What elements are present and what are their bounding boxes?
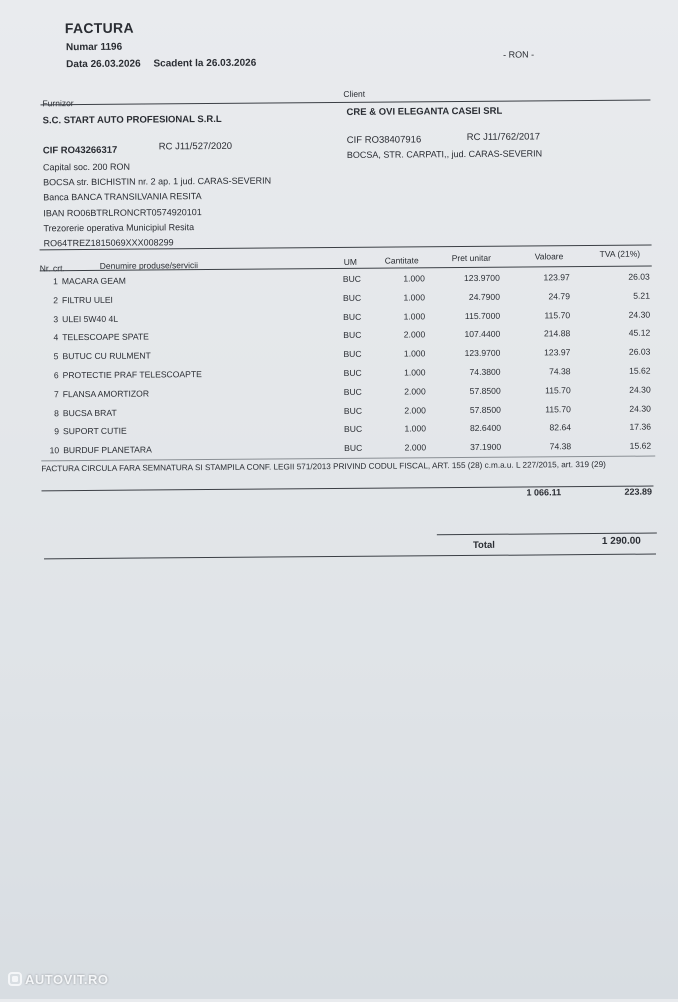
supplier-capital: Capital soc. 200 RON	[42, 161, 131, 173]
autovit-logo-icon	[8, 972, 22, 986]
invoice-date: Data 26.03.2026	[66, 58, 141, 71]
row-product-name: FLANSA AMORTIZOR	[62, 388, 150, 399]
row-product-name: BUTUC CU RULMENT	[62, 350, 151, 362]
row-quantity: 2.000	[404, 442, 427, 453]
row-um: BUC	[343, 424, 363, 435]
row-quantity: 1.000	[403, 348, 426, 359]
row-unit-price: 37.1900	[470, 441, 502, 453]
row-unit-price: 57.8500	[469, 385, 501, 396]
document-title: FACTURA	[64, 19, 134, 37]
row-value: 115.70	[544, 309, 571, 320]
col-name-header: Denumire produse/servicii	[99, 260, 199, 271]
row-tva: 26.03	[628, 271, 650, 282]
col-tva-header: TVA (21%)	[599, 248, 641, 259]
row-value: 24.79	[548, 290, 571, 302]
row-value: 74.38	[549, 366, 571, 377]
row-unit-price: 123.9700	[463, 272, 500, 284]
legal-note: FACTURA CIRCULA FARA SEMNATURA SI STAMPILA CONF. LEGII 571/2013 PRIVIND CODUL FISCAL, ART. 155 (28) c.m.a.u. L 227/2015, art. 319 (29)	[41, 459, 606, 474]
row-um: BUC	[343, 405, 363, 416]
row-product-name: ULEI 5W40 4L	[62, 313, 119, 324]
row-unit-price: 107.4400	[464, 329, 501, 340]
row-unit-price: 82.6400	[469, 423, 502, 434]
row-nr: 7	[53, 389, 59, 400]
invoice-number: Numar 1196	[65, 41, 123, 54]
supplier-details	[43, 159, 272, 252]
row-value: 123.97	[543, 272, 570, 283]
row-um: BUC	[344, 443, 363, 454]
row-nr: 2	[53, 295, 59, 306]
row-um: BUC	[343, 330, 362, 341]
col-nr-header: Nr. crt.	[39, 263, 65, 274]
row-value: 82.64	[549, 422, 572, 433]
supplier-cif-row	[43, 145, 118, 157]
row-value: 123.97	[544, 347, 571, 358]
row-tva: 5.21	[633, 290, 651, 301]
row-value: 115.70	[545, 403, 571, 414]
row-tva: 24.30	[629, 403, 651, 414]
row-unit-price: 74.3800	[469, 366, 501, 377]
row-nr: 1	[53, 276, 58, 287]
row-tva: 24.30	[628, 309, 651, 320]
row-unit-price: 57.8500	[469, 404, 501, 415]
row-tva: 26.03	[628, 346, 651, 357]
supplier-bank: Banca BANCA TRANSILVANIA RESITA	[43, 191, 202, 203]
row-unit-price: 24.7900	[468, 291, 501, 302]
row-nr: 8	[54, 407, 59, 418]
row-product-name: MACARA GEAM	[61, 275, 126, 287]
header-divider	[40, 98, 650, 109]
client-label: Client	[343, 88, 366, 99]
row-quantity: 1.000	[403, 273, 425, 284]
supplier-address: BOCSA str. BICHISTIN nr. 2 ap. 1 jud. CARAS-SEVERIN	[43, 175, 272, 188]
row-quantity: 2.000	[404, 404, 426, 416]
client-address: BOCSA, STR. CARPATI,, jud. CARAS-SEVERIN	[346, 148, 543, 160]
row-quantity: 1.000	[404, 367, 426, 378]
row-um: BUC	[343, 367, 362, 378]
row-tva: 24.30	[629, 384, 651, 395]
total-label: Total	[472, 539, 495, 551]
supplier-label: Furnizor	[42, 98, 74, 109]
row-um: BUC	[343, 349, 362, 360]
supplier-iban: IBAN RO06BTRLRONCRT0574920101	[43, 206, 202, 218]
row-unit-price: 115.7000	[464, 310, 501, 321]
row-tva: 17.36	[629, 421, 652, 433]
row-nr: 4	[53, 332, 59, 343]
row-nr: 9	[54, 426, 60, 437]
currency-label: - RON -	[503, 49, 535, 60]
row-tva: 15.62	[629, 440, 652, 451]
supplier-treasury-account: RO64TREZ1815069XXX008299	[43, 237, 174, 249]
col-unit-price-header: Pret unitar	[451, 252, 491, 264]
col-um-header: UM	[343, 256, 357, 267]
row-product-name: FILTRU ULEI	[61, 294, 113, 305]
row-product-name: PROTECTIE PRAF TELESCOAPTE	[62, 369, 202, 381]
watermark	[8, 972, 109, 987]
total-value: 1 290.00	[601, 535, 641, 547]
row-quantity: 2.000	[404, 386, 426, 397]
row-product-name: BURDUF PLANETARA	[63, 444, 152, 456]
row-nr: 6	[53, 370, 59, 381]
subtotal-value: 1 066.11	[526, 487, 562, 498]
subtotal-tva: 223.89	[624, 486, 653, 497]
row-unit-price: 123.9700	[464, 347, 501, 359]
row-um: BUC	[343, 311, 362, 322]
client-cif: CIF RO38407916	[346, 134, 422, 146]
row-um: BUC	[342, 292, 362, 303]
client-name: CRE & OVI ELEGANTA CASEI SRL	[346, 105, 503, 118]
invoice-due-date: Scadent la 26.03.2026	[153, 57, 257, 70]
row-quantity: 1.000	[403, 310, 426, 322]
subtotal-divider	[41, 486, 653, 492]
row-tva: 15.62	[629, 365, 651, 376]
invoice-dates	[66, 58, 266, 71]
row-value: 74.38	[549, 441, 572, 452]
row-quantity: 1.000	[403, 292, 426, 303]
client-rc: RC J11/762/2017	[466, 131, 541, 143]
col-value-header: Valoare	[534, 251, 564, 262]
row-quantity: 1.000	[404, 423, 427, 434]
row-um: BUC	[343, 386, 362, 397]
supplier-treasury: Trezorerie operativa Municipiul Resita	[43, 221, 195, 234]
row-um: BUC	[342, 273, 362, 284]
row-nr: 5	[53, 351, 59, 362]
row-value: 214.88	[543, 328, 571, 339]
supplier-rc: RC J11/527/2020	[158, 140, 233, 153]
row-value: 115.70	[545, 384, 571, 396]
supplier-name: S.C. START AUTO PROFESIONAL S.R.L	[42, 113, 222, 127]
row-tva: 45.12	[628, 327, 651, 339]
row-product-name: TELESCOAPE SPATE	[62, 331, 149, 343]
total-bottom-divider	[44, 554, 656, 560]
row-product-name: BUCSA BRAT	[62, 407, 117, 418]
supplier-cif: CIF RO43266317	[42, 144, 118, 157]
row-product-name: SUPORT CUTIE	[62, 426, 127, 437]
row-nr: 3	[53, 313, 59, 324]
row-nr: 10	[49, 445, 60, 456]
watermark-text: AUTOVIT.RO	[25, 972, 109, 987]
col-qty-header: Cantitate	[384, 255, 419, 266]
row-quantity: 2.000	[403, 329, 426, 340]
